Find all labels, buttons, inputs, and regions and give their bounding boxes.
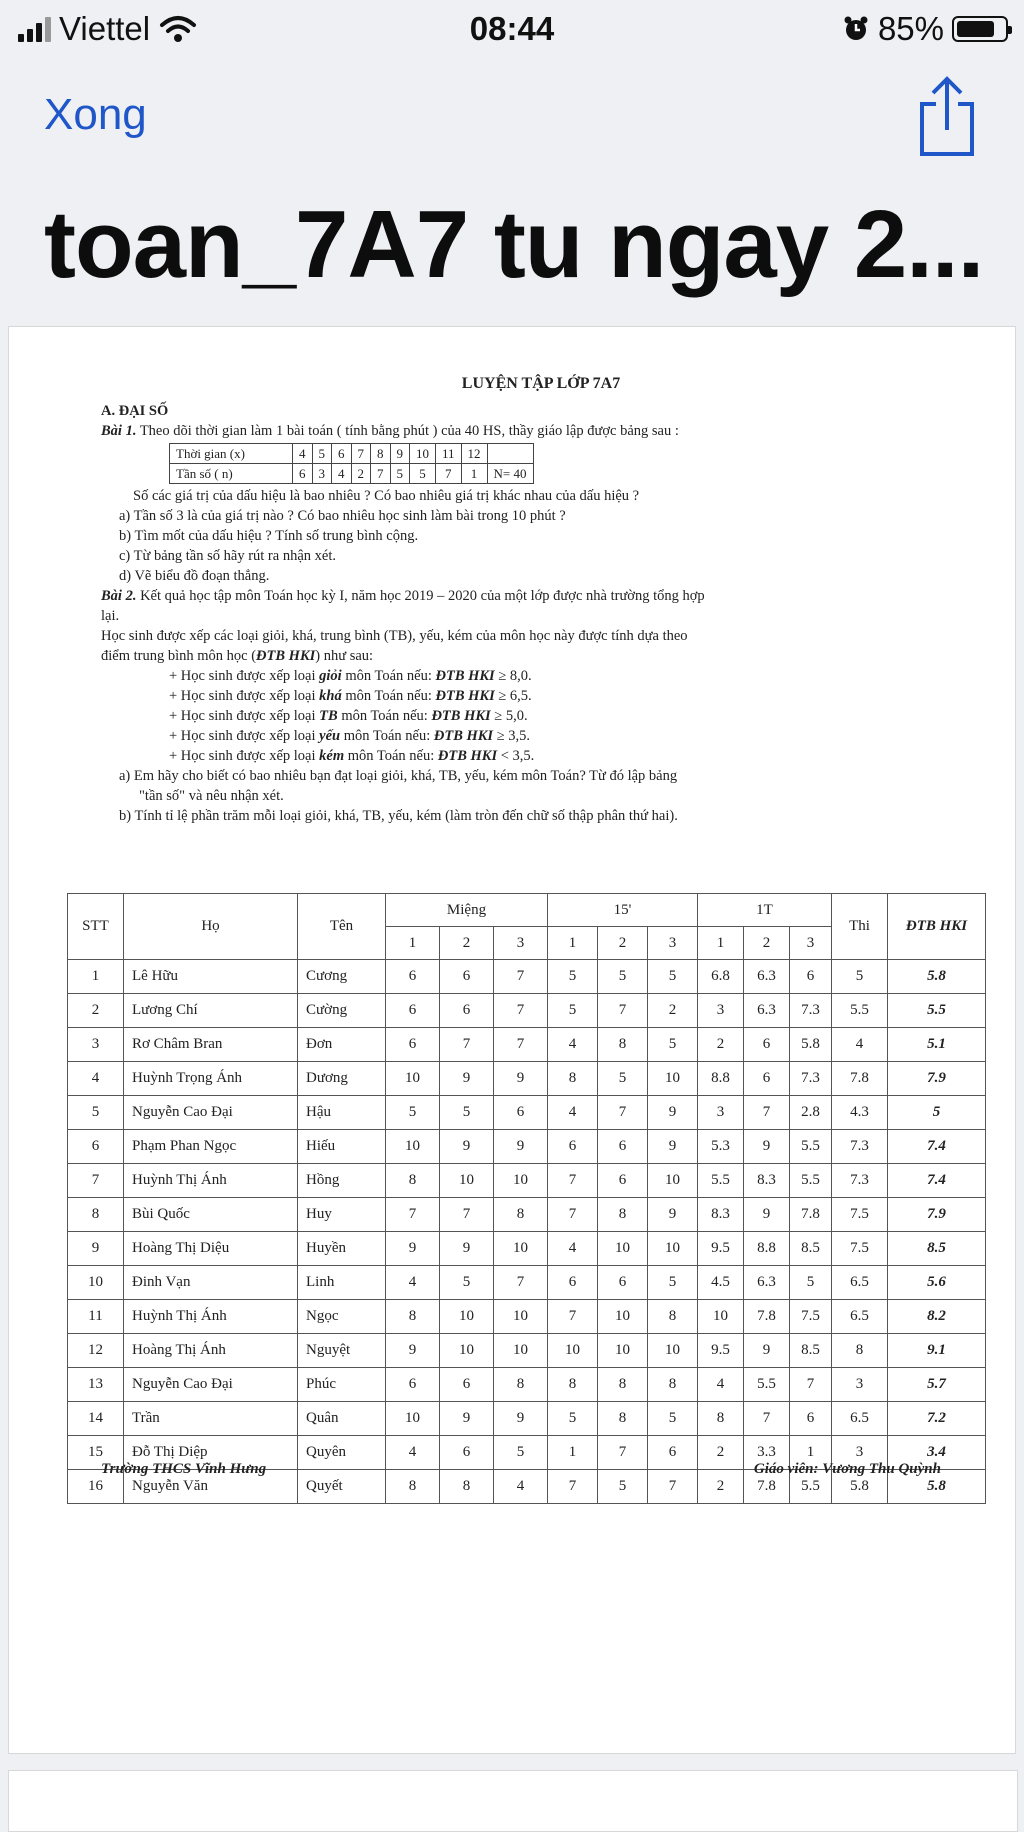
table-cell: 8.5	[790, 1334, 832, 1368]
table-cell: 9	[440, 1402, 494, 1436]
table-cell: 10	[548, 1334, 598, 1368]
table-cell: 8	[648, 1368, 698, 1402]
table-cell: 5	[440, 1096, 494, 1130]
table-cell: 5	[832, 960, 888, 994]
doc-footer	[101, 1461, 941, 1478]
clock: 08:44	[469, 10, 555, 47]
header-1t: 1T	[698, 894, 832, 927]
question: b) Tính tỉ lệ phần trăm mỗi loại giỏi, khá, TB, yếu, kém (làm tròn đến chữ số thập phân thứ hai).	[119, 808, 678, 824]
school-name: Trường THCS Vĩnh Hưng	[101, 1461, 267, 1477]
bai1-text: Bài 1. Theo dõi thời gian làm 1 bài toán ( tính bằng phút ) của 40 HS, thầy giáo lập được bảng sau :	[101, 423, 679, 439]
table-cell: 8	[832, 1334, 888, 1368]
grades-table	[67, 893, 986, 1504]
table-cell: 7	[598, 994, 648, 1028]
table-cell: 7.8	[744, 1470, 790, 1504]
table-cell: 10	[494, 1232, 548, 1266]
table-cell: 5	[548, 994, 598, 1028]
table-cell: 7.8	[790, 1198, 832, 1232]
table-cell: 7	[648, 1470, 698, 1504]
table-cell: 7	[494, 994, 548, 1028]
table-cell: 6.5	[832, 1266, 888, 1300]
table-cell: 9	[386, 1232, 440, 1266]
table-cell: 5	[548, 1402, 598, 1436]
table-cell: 14	[68, 1402, 124, 1436]
table-cell: 7	[440, 1028, 494, 1062]
table-cell: 10	[648, 1334, 698, 1368]
table-cell: 1	[68, 960, 124, 994]
table-row	[68, 1198, 986, 1232]
table-cell: 3.3	[744, 1436, 790, 1470]
table-cell: 6	[386, 1028, 440, 1062]
table-cell: 9	[386, 1334, 440, 1368]
table-cell: Hồng	[298, 1164, 386, 1198]
table-cell: 5	[440, 1266, 494, 1300]
table-cell: 5	[790, 1266, 832, 1300]
table-cell: 5.8	[888, 960, 986, 994]
table-cell: 7	[548, 1470, 598, 1504]
table-cell: 5	[386, 1096, 440, 1130]
frequency-table	[169, 443, 534, 484]
table-cell: 10	[440, 1300, 494, 1334]
table-cell: 3.4	[888, 1436, 986, 1470]
table-cell: 8	[386, 1300, 440, 1334]
table-cell: 4	[494, 1470, 548, 1504]
table-cell: 8.8	[698, 1062, 744, 1096]
table-cell: 4	[386, 1436, 440, 1470]
table-cell: 7	[494, 960, 548, 994]
table-cell: 7.5	[832, 1232, 888, 1266]
table-cell: 5	[888, 1096, 986, 1130]
table-cell: 7.3	[832, 1130, 888, 1164]
table-cell: Huỳnh Thị Ánh	[124, 1300, 298, 1334]
table-cell: 9	[744, 1334, 790, 1368]
table-cell: 15	[68, 1436, 124, 1470]
paragraph: điểm trung bình môn học (ĐTB HKI) như sau:	[101, 648, 374, 664]
subheader-cell: 1	[548, 927, 598, 960]
table-cell: Nguyệt	[298, 1334, 386, 1368]
table-cell: 8	[698, 1402, 744, 1436]
table-cell: 4.5	[698, 1266, 744, 1300]
table-cell: 5.8	[790, 1028, 832, 1062]
table-cell: 9	[744, 1198, 790, 1232]
table-cell: Huỳnh Trọng Ánh	[124, 1062, 298, 1096]
table-cell: 6	[648, 1436, 698, 1470]
table-cell: 7.8	[744, 1300, 790, 1334]
table-cell: 6	[598, 1164, 648, 1198]
table-cell: 3	[832, 1368, 888, 1402]
table-cell: 7.3	[832, 1164, 888, 1198]
table-row	[68, 1334, 986, 1368]
table-cell: 6	[68, 1130, 124, 1164]
table-cell: Trần	[124, 1402, 298, 1436]
rule-line: + Học sinh được xếp loại kém môn Toán nếu: ĐTB HKI < 3,5.	[169, 748, 535, 764]
table-cell: Hậu	[298, 1096, 386, 1130]
table-cell: 6.5	[832, 1402, 888, 1436]
table-row	[68, 960, 986, 994]
table-row	[68, 1130, 986, 1164]
table-cell: 6	[440, 960, 494, 994]
header-15: 15'	[548, 894, 698, 927]
rule-line: + Học sinh được xếp loại TB môn Toán nếu: ĐTB HKI ≥ 5,0.	[169, 708, 528, 724]
table-cell: Quyết	[298, 1470, 386, 1504]
table-cell: 6.8	[698, 960, 744, 994]
table-cell: Dương	[298, 1062, 386, 1096]
table-cell: 4	[548, 1232, 598, 1266]
table-cell: 6	[790, 960, 832, 994]
table-cell: Nguyễn Cao Đại	[124, 1368, 298, 1402]
table-cell: 10	[440, 1164, 494, 1198]
teacher-name: Giáo viên: Vương Thu Quỳnh	[753, 1461, 941, 1477]
table-cell: 6	[548, 1266, 598, 1300]
table-cell: 6	[386, 960, 440, 994]
table-cell: 10	[598, 1232, 648, 1266]
table-cell: 6	[744, 1028, 790, 1062]
table-cell: 4.3	[832, 1096, 888, 1130]
table-cell: 7.5	[832, 1198, 888, 1232]
table-cell: 8	[598, 1198, 648, 1232]
done-button[interactable]: Xong	[44, 90, 147, 139]
table-cell: 3	[68, 1028, 124, 1062]
table-cell: Rơ Châm Bran	[124, 1028, 298, 1062]
subheader-cell: 2	[744, 927, 790, 960]
subheader-cell: 3	[648, 927, 698, 960]
table-cell: 7	[494, 1266, 548, 1300]
table-cell: Hoàng Thị Diệu	[124, 1232, 298, 1266]
table-cell: 10	[598, 1300, 648, 1334]
header-dtb: ĐTB HKI	[888, 894, 986, 960]
table-row	[68, 994, 986, 1028]
question: c) Từ bảng tần số hãy rút ra nhận xét.	[119, 548, 336, 564]
table-cell: 10	[494, 1334, 548, 1368]
table-cell: 5.3	[698, 1130, 744, 1164]
table-cell: 6	[494, 1096, 548, 1130]
table-cell: 5.7	[888, 1368, 986, 1402]
question: b) Tìm mốt của dấu hiệu ? Tính số trung bình cộng.	[119, 528, 419, 544]
subheader-cell: 2	[440, 927, 494, 960]
table-cell: 5.5	[888, 994, 986, 1028]
table-cell: 5.1	[888, 1028, 986, 1062]
table-cell: Bùi Quốc	[124, 1198, 298, 1232]
table-cell: 8.8	[744, 1232, 790, 1266]
table-cell: 5	[598, 1062, 648, 1096]
subheader-cell: 3	[790, 927, 832, 960]
table-cell: 6	[598, 1266, 648, 1300]
table-cell: 9.5	[698, 1232, 744, 1266]
table-cell: 5	[648, 1266, 698, 1300]
table-cell: 7	[598, 1096, 648, 1130]
table-cell: 6	[440, 994, 494, 1028]
table-cell: Huyền	[298, 1232, 386, 1266]
document-title: toan_7A7 tu ngay 2...	[44, 191, 984, 298]
table-cell: 4	[698, 1368, 744, 1402]
table-cell: Ngọc	[298, 1300, 386, 1334]
nav-bar	[0, 60, 1024, 170]
table-cell: 5.5	[744, 1368, 790, 1402]
table-cell: 9	[744, 1130, 790, 1164]
table-cell: 12	[68, 1334, 124, 1368]
table-cell: 1	[548, 1436, 598, 1470]
table-cell: 8.3	[698, 1198, 744, 1232]
table-cell: 9	[648, 1096, 698, 1130]
table-cell: 10	[440, 1334, 494, 1368]
freq-time-row: Thời gian (x) 4 5 6 7 8 9 10 11 12	[170, 444, 534, 464]
table-cell: 10	[494, 1164, 548, 1198]
header-ten: Tên	[298, 894, 386, 960]
table-cell: 7	[598, 1436, 648, 1470]
table-cell: 8.3	[744, 1164, 790, 1198]
table-cell: Quân	[298, 1402, 386, 1436]
table-cell: 11	[68, 1300, 124, 1334]
table-cell: 5	[598, 960, 648, 994]
table-cell: 7	[744, 1402, 790, 1436]
table-row	[68, 1300, 986, 1334]
table-row	[68, 1096, 986, 1130]
table-cell: 9	[494, 1062, 548, 1096]
table-cell: 6.3	[744, 1266, 790, 1300]
table-cell: Đỗ Thị Diệp	[124, 1436, 298, 1470]
table-cell: 7	[494, 1028, 548, 1062]
table-cell: 2	[68, 994, 124, 1028]
table-cell: 5	[648, 1028, 698, 1062]
table-cell: 3	[832, 1436, 888, 1470]
table-cell: Linh	[298, 1266, 386, 1300]
header-mieng: Miệng	[386, 894, 548, 927]
table-cell: 2	[648, 994, 698, 1028]
next-document-page[interactable]	[8, 1770, 1018, 1832]
question: a) Em hãy cho biết có bao nhiêu bạn đạt loại giỏi, khá, TB, yếu, kém môn Toán? Từ đó lập bảng	[119, 768, 678, 784]
table-cell: 8	[598, 1402, 648, 1436]
paragraph: Học sinh được xếp các loại giỏi, khá, trung bình (TB), yếu, kém của môn học này được tính dựa theo	[101, 628, 688, 644]
table-cell: 3	[698, 994, 744, 1028]
table-cell: 6	[598, 1130, 648, 1164]
table-cell: 8	[548, 1368, 598, 1402]
table-cell: 7.5	[790, 1300, 832, 1334]
table-cell: 5.6	[888, 1266, 986, 1300]
subheader-cell: 3	[494, 927, 548, 960]
table-cell: 8	[648, 1300, 698, 1334]
table-cell: 8	[386, 1164, 440, 1198]
table-cell: 5.8	[832, 1470, 888, 1504]
table-cell: 8	[598, 1028, 648, 1062]
table-row	[68, 1062, 986, 1096]
table-cell: 6	[386, 1368, 440, 1402]
table-cell: 5.8	[888, 1470, 986, 1504]
table-cell: 10	[698, 1300, 744, 1334]
table-cell: 6.3	[744, 994, 790, 1028]
table-cell: 7	[548, 1300, 598, 1334]
header-stt: STT	[68, 894, 124, 960]
header-thi: Thi	[832, 894, 888, 960]
table-cell: 6	[790, 1402, 832, 1436]
document-text	[101, 375, 981, 826]
table-cell: 7.8	[832, 1062, 888, 1096]
table-cell: 8	[386, 1470, 440, 1504]
table-cell: 9	[648, 1130, 698, 1164]
table-cell: Phạm Phan Ngọc	[124, 1130, 298, 1164]
table-cell: 7.3	[790, 994, 832, 1028]
table-cell: 2	[698, 1436, 744, 1470]
table-cell: 9	[648, 1198, 698, 1232]
table-cell: 8	[440, 1470, 494, 1504]
table-cell: 7	[548, 1164, 598, 1198]
table-cell: Huỳnh Thị Ánh	[124, 1164, 298, 1198]
table-cell: 7.9	[888, 1062, 986, 1096]
table-cell: 5	[494, 1436, 548, 1470]
table-cell: Nguyễn Văn	[124, 1470, 298, 1504]
table-cell: Phúc	[298, 1368, 386, 1402]
table-cell: Hoàng Thị Ánh	[124, 1334, 298, 1368]
table-cell: 4	[548, 1028, 598, 1062]
subheader-cell: 1	[698, 927, 744, 960]
table-cell: 4	[68, 1062, 124, 1096]
table-row	[68, 1402, 986, 1436]
question: Số các giá trị của dấu hiệu là bao nhiêu ? Có bao nhiêu giá trị khác nhau của dấu hiệu ?	[133, 488, 640, 504]
table-cell: 13	[68, 1368, 124, 1402]
question: a) Tần số 3 là của giá trị nào ? Có bao nhiêu học sinh làm bài trong 10 phút ?	[119, 508, 566, 524]
table-cell: 7	[548, 1198, 598, 1232]
subheader-cell: 1	[386, 927, 440, 960]
header-ho: Họ	[124, 894, 298, 960]
table-cell: 4	[548, 1096, 598, 1130]
table-cell: 10	[598, 1334, 648, 1368]
table-cell: 2	[698, 1028, 744, 1062]
table-cell: 9.1	[888, 1334, 986, 1368]
table-row	[68, 1164, 986, 1198]
table-cell: 8	[68, 1198, 124, 1232]
table-cell: 9	[440, 1232, 494, 1266]
table-cell: Lương Chí	[124, 994, 298, 1028]
table-cell: 9	[440, 1130, 494, 1164]
table-cell: Quyên	[298, 1436, 386, 1470]
table-cell: 10	[648, 1164, 698, 1198]
table-cell: 6.5	[832, 1300, 888, 1334]
table-cell: 7.4	[888, 1130, 986, 1164]
battery-info	[842, 10, 1008, 48]
table-cell: Huy	[298, 1198, 386, 1232]
table-cell: 5.5	[790, 1164, 832, 1198]
table-cell: 9	[494, 1402, 548, 1436]
table-cell: 5.5	[832, 994, 888, 1028]
table-cell: 9	[494, 1130, 548, 1164]
table-cell: Nguyễn Cao Đại	[124, 1096, 298, 1130]
table-cell: 7.2	[888, 1402, 986, 1436]
doc-heading: LUYỆN TẬP LỚP 7A7	[461, 375, 621, 392]
table-cell: 7	[386, 1198, 440, 1232]
alarm-icon	[842, 15, 870, 43]
rule-line: + Học sinh được xếp loại yếu môn Toán nếu: ĐTB HKI ≥ 3,5.	[169, 728, 531, 744]
share-icon[interactable]	[914, 74, 980, 160]
battery-icon	[952, 16, 1008, 42]
table-row	[68, 1232, 986, 1266]
table-cell: 5.5	[790, 1130, 832, 1164]
table-cell: 6	[744, 1062, 790, 1096]
table-cell: 8.5	[790, 1232, 832, 1266]
status-bar	[0, 0, 1024, 56]
table-cell: 5	[548, 960, 598, 994]
bai2-text: Bài 2. Kết quả học tập môn Toán học kỳ I, năm học 2019 – 2020 của một lớp được nhà trường tổng hợp	[101, 588, 705, 604]
question-cont: "tần số" và nêu nhận xét.	[139, 788, 284, 804]
table-cell: 6	[440, 1368, 494, 1402]
table-cell: 7	[440, 1198, 494, 1232]
table-cell: 9.5	[698, 1334, 744, 1368]
carrier-name: Viettel	[59, 10, 151, 47]
table-cell: 5.5	[790, 1470, 832, 1504]
table-cell: Cường	[298, 994, 386, 1028]
table-cell: 8	[548, 1062, 598, 1096]
table-cell: 10	[386, 1062, 440, 1096]
table-cell: Cương	[298, 960, 386, 994]
table-cell: 10	[68, 1266, 124, 1300]
table-cell: Lê Hữu	[124, 960, 298, 994]
table-cell: 9	[440, 1062, 494, 1096]
freq-count-row: Tần số ( n) 6 3 4 2 7 5 5 7 1 N= 40	[170, 464, 534, 484]
table-cell: 8	[598, 1368, 648, 1402]
table-cell: 5	[648, 1402, 698, 1436]
battery-percent: 85%	[877, 10, 944, 47]
rule-line: + Học sinh được xếp loại giỏi môn Toán nếu: ĐTB HKI ≥ 8,0.	[169, 668, 532, 684]
table-cell: 6	[386, 994, 440, 1028]
table-cell: 1	[790, 1436, 832, 1470]
table-cell: 8.2	[888, 1300, 986, 1334]
table-cell: 6	[548, 1130, 598, 1164]
table-cell: 10	[494, 1300, 548, 1334]
table-cell: 7.4	[888, 1164, 986, 1198]
table-cell: 5	[598, 1470, 648, 1504]
table-cell: 10	[648, 1232, 698, 1266]
table-row	[68, 1266, 986, 1300]
table-row	[68, 1028, 986, 1062]
table-cell: 2.8	[790, 1096, 832, 1130]
table-cell: Hiếu	[298, 1130, 386, 1164]
table-cell: 4	[832, 1028, 888, 1062]
table-cell: 7	[744, 1096, 790, 1130]
table-cell: 10	[386, 1402, 440, 1436]
table-cell: 10	[648, 1062, 698, 1096]
table-cell: Đinh Vạn	[124, 1266, 298, 1300]
table-cell: 10	[386, 1130, 440, 1164]
table-cell: 5	[68, 1096, 124, 1130]
document-page[interactable]	[8, 326, 1016, 1754]
table-cell: 5.5	[698, 1164, 744, 1198]
table-cell: 2	[698, 1470, 744, 1504]
table-cell: 8	[494, 1368, 548, 1402]
rule-line: + Học sinh được xếp loại khá môn Toán nếu: ĐTB HKI ≥ 6,5.	[169, 688, 532, 704]
table-cell: 6	[440, 1436, 494, 1470]
table-cell: 4	[386, 1266, 440, 1300]
section-heading: A. ĐẠI SỐ	[101, 403, 169, 419]
bai2-text-cont: lại.	[101, 608, 120, 624]
table-cell: Đơn	[298, 1028, 386, 1062]
table-cell: 7	[68, 1164, 124, 1198]
table-cell: 6.3	[744, 960, 790, 994]
question: d) Vẽ biểu đồ đoạn thẳng.	[119, 568, 270, 584]
table-row	[68, 1368, 986, 1402]
table-cell: 8	[494, 1198, 548, 1232]
table-cell: 8.5	[888, 1232, 986, 1266]
subheader-cell: 2	[598, 927, 648, 960]
table-cell: 7.9	[888, 1198, 986, 1232]
table-cell: 3	[698, 1096, 744, 1130]
table-cell: 5	[648, 960, 698, 994]
table-cell: 16	[68, 1470, 124, 1504]
table-cell: 7.3	[790, 1062, 832, 1096]
table-cell: 7	[790, 1368, 832, 1402]
table-cell: 9	[68, 1232, 124, 1266]
